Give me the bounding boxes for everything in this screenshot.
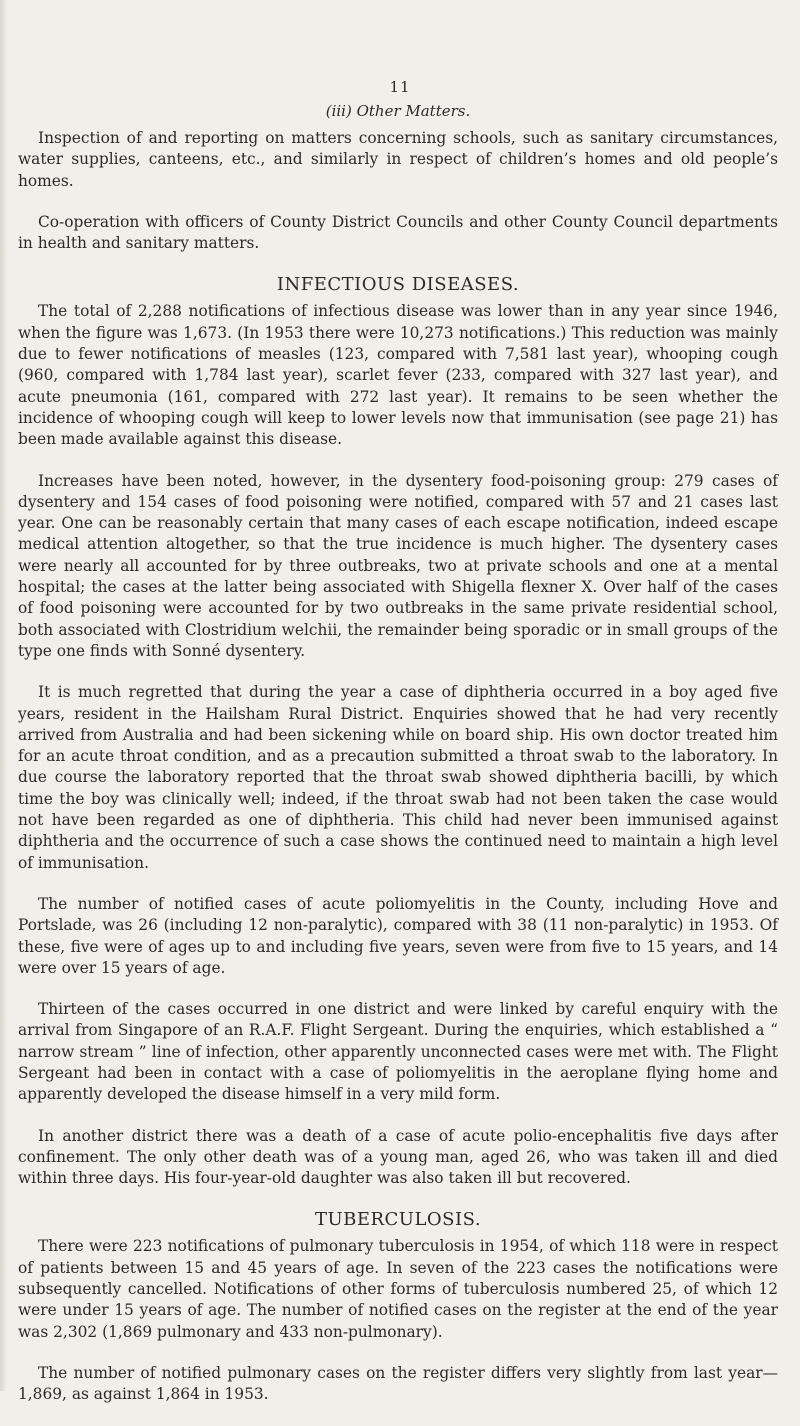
- tuberculosis-heading: TUBERCULOSIS.: [314, 1209, 482, 1231]
- other-matters-paragraph-2: Co-operation with officers of County District Councils and other County Council departments in health and sanitary matters.: [18, 212, 778, 253]
- tuberculosis-paragraph-2: The number of notified pulmonary cases on the register differs very slightly from last year—1,869, as against 1,864 in 1953.: [18, 1363, 778, 1404]
- page-body: [18, 102, 778, 1426]
- tuberculosis-paragraph-1: There were 223 notifications of pulmonary tuberculosis in 1954, of which 118 were in respect of patients between 15 and 45 years of age. In seven of the 223 cases the notifications were subsequently cancelled. Notifications of other forms of tuberculosis numbered 25, of which 12 were under 15 years of age. The number of notified cases on the register at the end of the year was 2,302 (1,869 pulmonary and 433 non-pulmonary).: [18, 1237, 778, 1341]
- infectious-diseases-heading: INFECTIOUS DISEASES.: [276, 274, 520, 296]
- other-matters-heading: (iii) Other Matters.: [325, 102, 471, 120]
- infectious-diseases-paragraph-2: Increases have been noted, however, in the dysentery food-poisoning group: 279 cases of dysentery and 154 cases of food poisoning were notified, compared with 57 and 21 cases last year. One can be reasonably certain that many cases of each escape notification, indeed escape medical attention altogether, so that the true incidence is much higher. The dysentery cases were nearly all accounted for by three outbreaks, two at private schools and one at a mental hospital; the cases at the latter being associated with Shigella flexner X. Over half of the cases of food poisoning were accounted for by two outbreaks in the same private residential school, both associated with Clostridium welchii, the remainder being sporadic or in small groups of the type one finds with Sonné dysentery.: [18, 471, 778, 660]
- infectious-diseases-paragraph-5: Thirteen of the cases occurred in one district and were linked by careful enquiry with the arrival from Singapore of an R.A.F. Flight Sergeant. During the enquiries, which established a “ narrow stream ” line of infection, other apparently unconnected cases were met with. The Flight Sergeant had been in contact with a case of poliomyelitis in the aeroplane flying home and apparently developed the disease himself in a very mild form.: [18, 1000, 778, 1104]
- infectious-diseases-paragraph-3: It is much regretted that during the year a case of diphtheria occurred in a boy aged five years, resident in the Hailsham Rural District. Enquiries showed that he had very recently arrived from Australia and had been sickening while on board ship. His own doctor treated him for an acute throat condition, and as a precaution submitted a throat swab to the laboratory. In due course the laboratory reported that the throat swab showed diphtheria bacilli, by which time the boy was clinically well; indeed, if the throat swab had not been taken the case would not have been regarded as one of diphtheria. This child had never been immunised against diphtheria and the occurrence of such a case shows the continued need to maintain a high level of immunisation.: [18, 683, 778, 872]
- infectious-diseases-paragraph-1: The total of 2,288 notifications of infectious disease was lower than in any year since 1946, when the figure was 1,673. (In 1953 there were 10,273 notifications.) This reduction was mainly due to fewer notifications of measles (123, compared with 7,581 last year), whooping cough (960, compared with 1,784 last year), scarlet fever (233, compared with 327 last year), and acute pneumonia (161, compared with 272 last year). It remains to be seen whether the incidence of whooping cough will keep to lower levels now that immunisation (see page 21) has been made available against this disease.: [18, 302, 778, 449]
- infectious-diseases-paragraph-6: In another district there was a death of a case of acute polio-encephalitis five days after confinement. The only other death was of a young man, aged 26, who was taken ill and died within three days. His four-year-old daughter was also taken ill but recovered.: [18, 1126, 778, 1188]
- page-number: 11: [389, 78, 411, 96]
- infectious-diseases-paragraph-4: The number of notified cases of acute poliomyelitis in the County, including Hove and Portslade, was 26 (including 12 non-paralytic), compared with 38 (11 non-paralytic) in 1953. Of these, five were of ages up to and including five years, seven were from five to 15 years, and 14 were over 15 years of age.: [18, 894, 778, 977]
- other-matters-paragraph-1: Inspection of and reporting on matters concerning schools, such as sanitary circumstances, water supplies, canteens, etc., and similarly in respect of children’s homes and old people’s homes.: [18, 129, 778, 190]
- page-binding-edge: [0, 0, 6, 1391]
